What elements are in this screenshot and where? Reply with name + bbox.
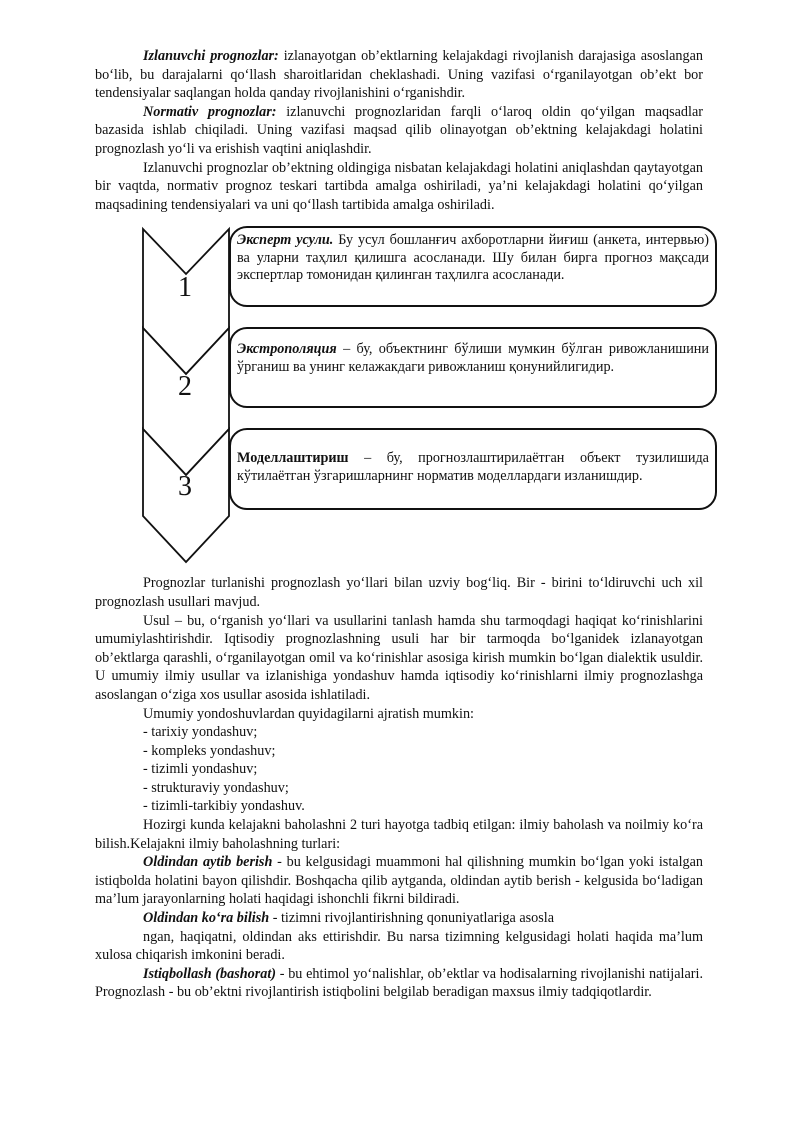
step-number-2: 2 <box>178 371 192 403</box>
step-number-1: 1 <box>178 272 192 304</box>
list-item: - tizimli yondashuv; <box>143 761 258 778</box>
method-text-expert: Бу усул бошланғич ахборотларни йиғиш (анкета, интервью) ва уларни таҳлил қилишга асосланади. Шу билан бирга прогноз мақсади экспертлар томонидан қилинган таҳлилга асосланади. <box>237 232 709 284</box>
method-box-extrapolation <box>229 327 717 408</box>
paragraph-foresight-cont: ngan, haqiqatni, oldindan aks ettirishdir. Bu narsa tizimning kelgusidagi holati haqida ma’lum xulosa chiqarish imkonini beradi. <box>95 928 703 964</box>
paragraph-approaches-intro: Umumiy yondoshuvlardan quyidagilarni ajratish mumkin: <box>143 705 474 722</box>
paragraph-method-definition: Usul – bu, o‘rganish yo‘llari va usullarini tanlash hamda shu tarmoqdagi haqiqat ko‘rinishlarini umumiylashtirishdir. Iqtisodiy prognozlashning usuli har bir tarmoqda bo‘lganidek izlanayotgan ob’ektlarga qarashli, o‘rganilayotgan omil va ko‘rinishlar asosiga kirish mumkin bo‘lgan dialektik usuldir. U umumiy ilmiy usullar va izlanishiga yondashuv hamda iqtisodiy ko‘rinishlarni ilmiy prognozlashga asoslangan o‘ziga xos usullar asosida ishlatiladi. <box>95 612 703 703</box>
text-exploratory: izlanayotgan ob’ektlarning kelajakdagi rivojlanish darajasiga asoslangan bo‘lib, bu darajalarni qo‘llash sharoitlaridan cheklashadi. Uning vazifasi o‘rganilayotgan ob’ekt bor tendensiyalar saqlangan holda qanday rivojlanishini o‘rganishdir. <box>95 48 704 102</box>
paragraph-assessment: Hozirgi kunda kelajakni baholashni 2 turi hayotga tadbiq etilgan: ilmiy baholash va noilmiy ko‘ra bilish.Kelajakni ilmiy baholashning turlari: <box>95 817 703 852</box>
paragraph-exploratory <box>95 47 703 103</box>
list-item: - tarixiy yondashuv; <box>143 724 258 741</box>
text-normative: izlanuvchi prognozlaridan farqli o‘laroq oldin qo‘yilgan maqsadlar bazasida ishlab chiqiladi. Uning vazifasi maqsad qilib olinayotgan ob’ektning kelajakdagi holatini prognozlash yo‘li va erishish vaqtini aniqlashdir. <box>95 103 703 157</box>
list-item: - tizimli-tarkibiy yondashuv. <box>143 798 305 815</box>
term-foresight: Oldindan ko‘ra bilish <box>143 910 270 927</box>
method-text-extrapolation: – бу, объектнинг бўлиши мумкин бўлган ривожланишини ўрганиш ва унинг келажакдаги ривожланиш қонунийлигидир. <box>237 341 709 375</box>
approaches-list <box>95 723 703 816</box>
paragraph-prediction <box>95 853 703 909</box>
list-item: - kompleks yondashuv; <box>143 742 276 759</box>
paragraph-prospecting <box>95 965 703 1002</box>
text-foresight: - tizimni rivojlantirishning qonuniyatlariga asosla <box>269 910 555 927</box>
term-prediction: Oldindan aytib berish <box>143 854 273 871</box>
step-number-3: 3 <box>178 471 192 503</box>
paragraph-comparison: Izlanuvchi prognozlar ob’ektning oldingiga nisbatan kelajakdagi holatini aniqlashdan qaytayotgan bir vaqtda, normativ prognoz teskari tartibda amalga oshiriladi, ya’ni kelajakdagi holatini qo‘yilgan maqsadining tendensiyalari va uni qo‘llash tartibida amalga oshiriladi. <box>95 159 703 213</box>
paragraph-foresight <box>95 909 703 928</box>
methods-diagram <box>95 226 709 566</box>
term-normative: Normativ prognozlar: <box>143 103 277 120</box>
paragraph-forecast-types: Prognozlar turlanishi prognozlash yo‘llari bilan uzviy bog‘liq. Bir - birini to‘ldiruvchi uch xil prognozlash usullari mavjud. <box>95 575 703 610</box>
method-term-extrapolation: Экстрополяция <box>237 341 337 358</box>
term-prospecting: Istiqbollash (bashorat) <box>143 965 277 982</box>
document-page <box>95 47 709 1002</box>
method-term-modeling: Моделлаштириш <box>237 450 349 467</box>
text-prediction: - bu kelgusidagi muammoni hal qilishning mumkin bo‘lgan yoki istalgan istiqbolda holatini bayon qilishdir. Boshqacha qilib aytganda, oldindan aytib berish - kelgusida bo‘ladigan ma’lum jarayonlarning holati haqidagi ishonchli fikrni bildiradi. <box>95 854 703 908</box>
method-text-modeling: – бу, прогнозлаштирилаётган объект тузилишида кўтилаётган ўзгаришларнинг норматив моделлардаги изланишдир. <box>237 450 709 484</box>
paragraph-normative <box>95 103 703 159</box>
method-box-expert <box>229 226 717 307</box>
term-exploratory: Izlanuvchi prognozlar: <box>143 48 279 64</box>
method-box-modeling <box>229 428 717 510</box>
list-item: - strukturaviy yondashuv; <box>143 779 289 796</box>
text-prospecting: - bu ehtimol yo‘nalishlar, ob’ektlar va hodisalarning rivojlanishi natijalari. Prognozlash - bu ob’ektni rivojlantirish istiqbolini belgilab beradigan maxsus ilmiy tadqiqotlardir. <box>95 965 704 1001</box>
method-term-expert: Эксперт усули. <box>237 232 334 249</box>
